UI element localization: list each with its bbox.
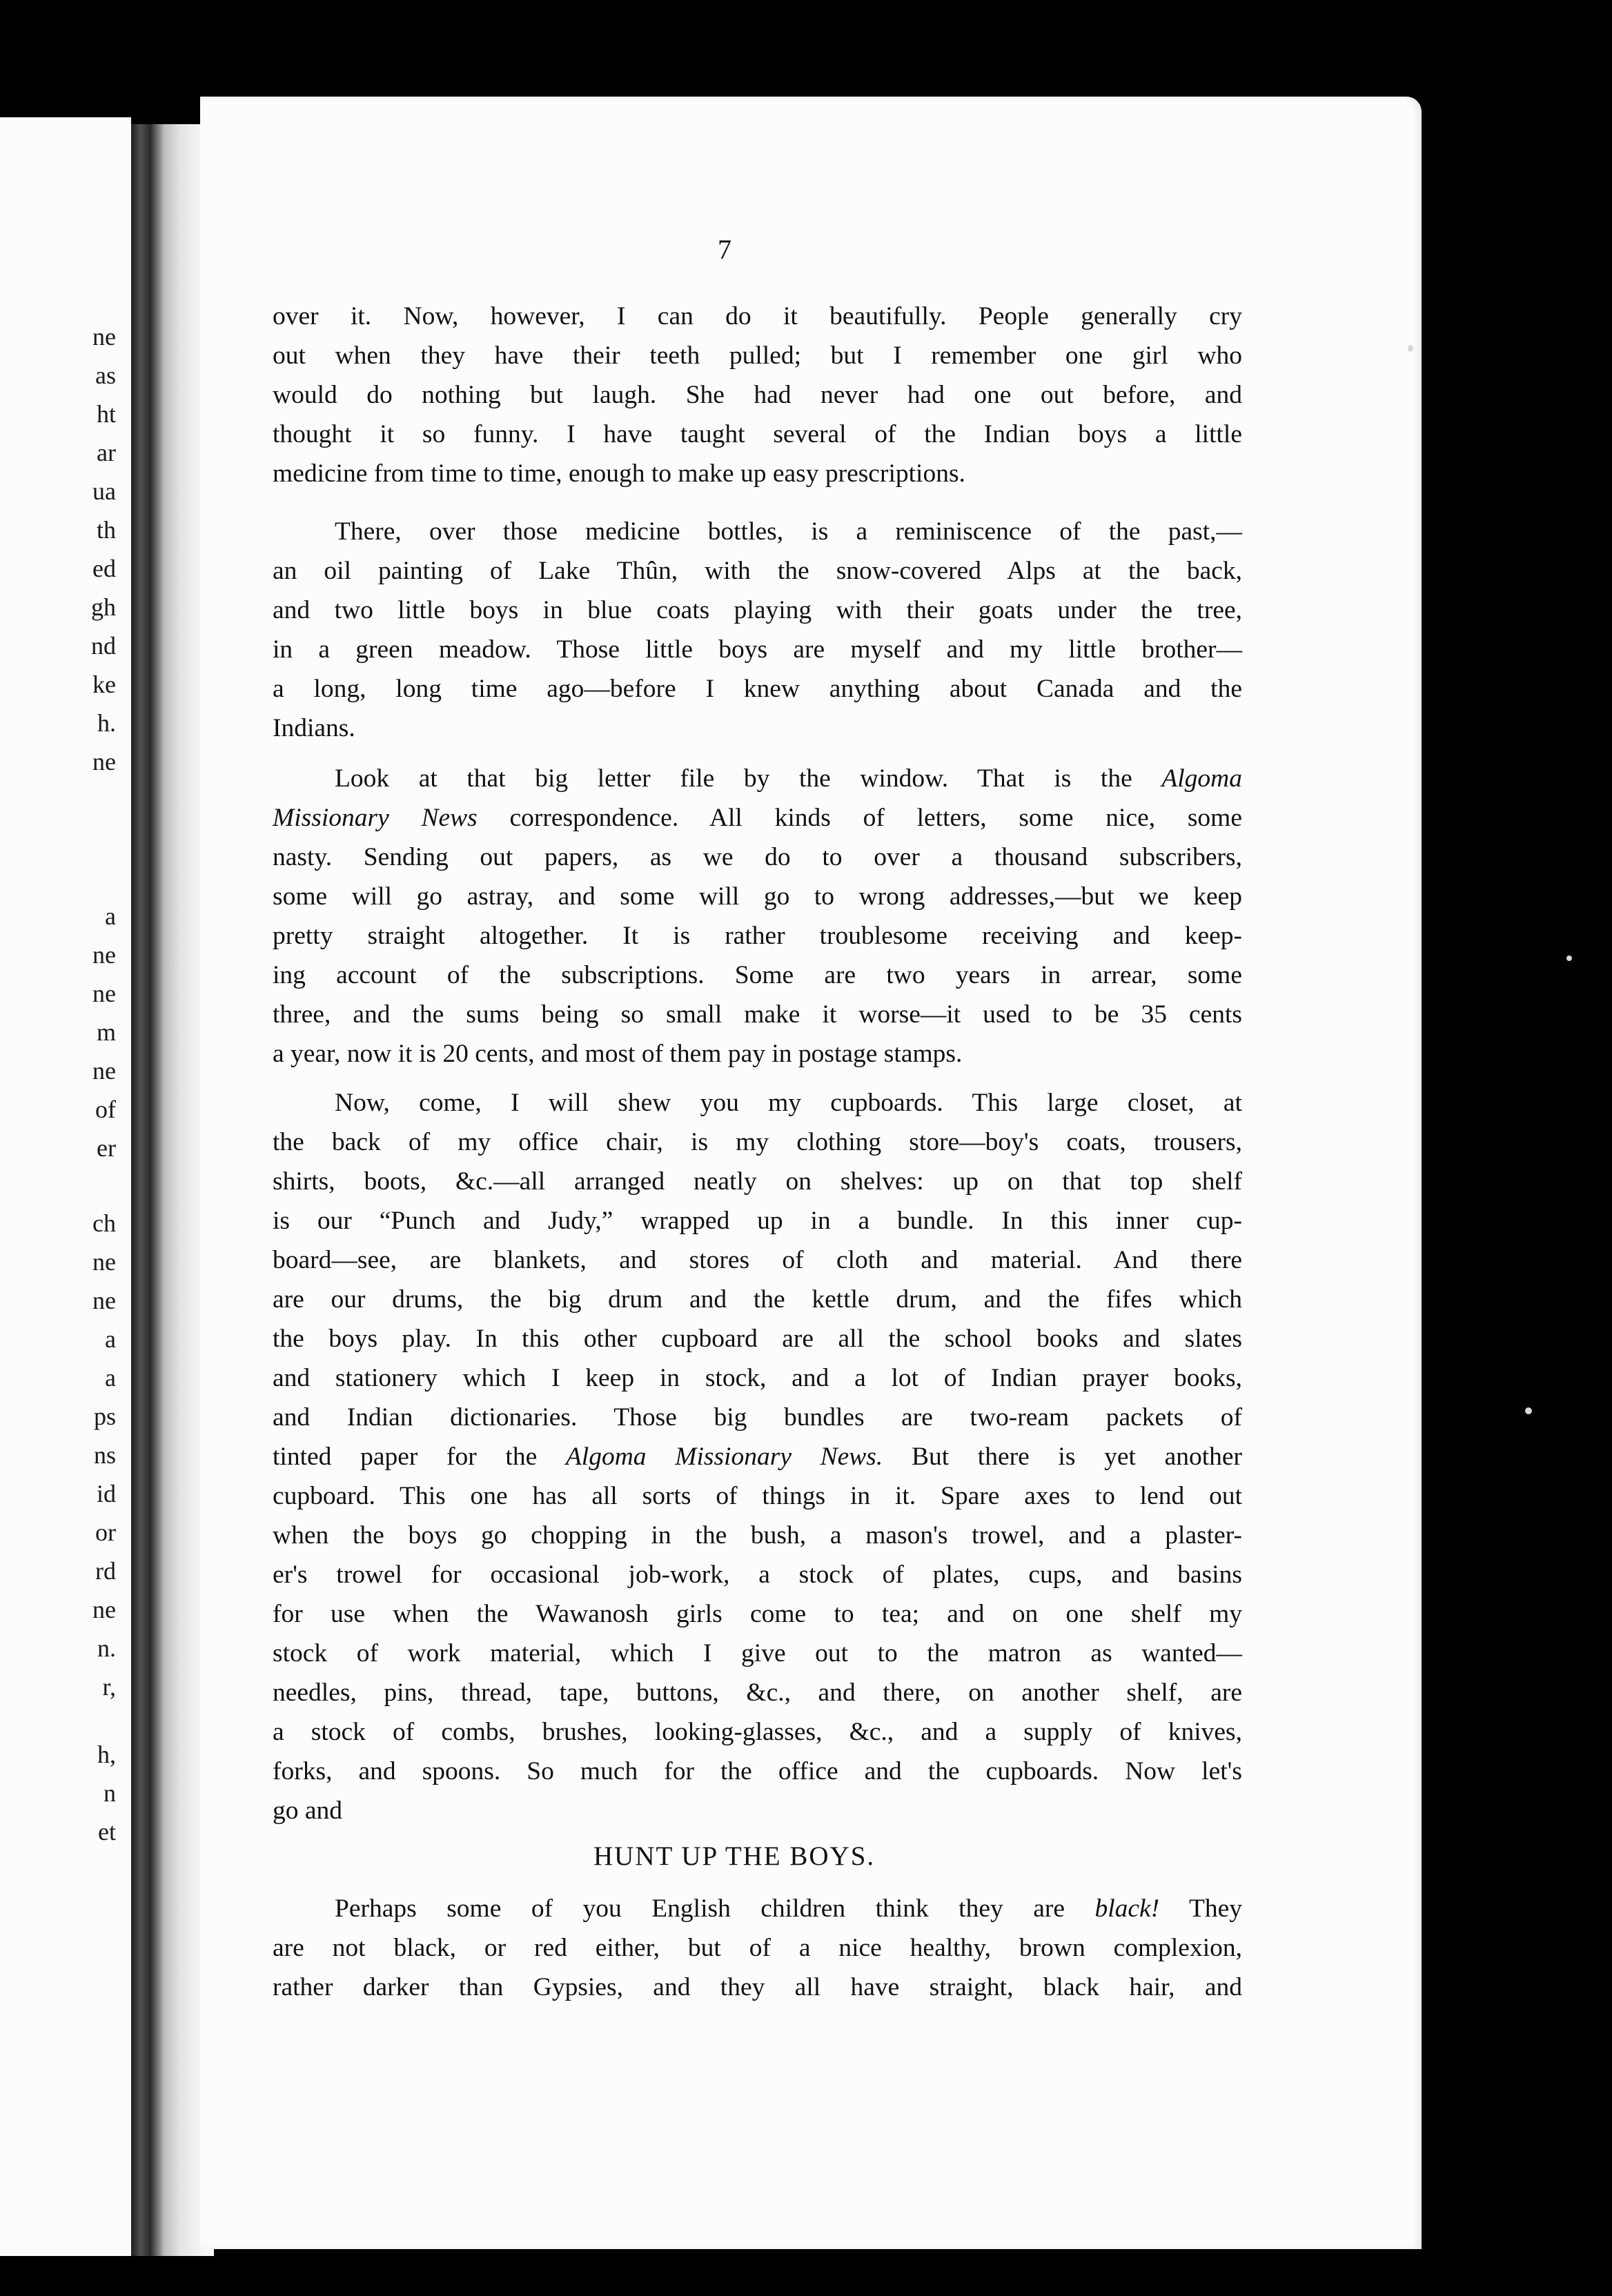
text-line [273,798,1242,838]
scan-speck [1408,345,1413,352]
section-heading: HUNT UP THE BOYS. [593,1841,876,1871]
text-line: over it. Now, however, I can do it beautifully. People generally cry [273,302,1242,330]
previous-page-line-fragment: ed [92,555,116,582]
text-run: tinted paper for the [273,1443,566,1471]
italic-title: Algoma [1161,764,1242,793]
text-line: ing account of the subscriptions. Some are two years in arrear, some [273,961,1242,989]
text-line: some will go astray, and some will go to wrong addresses,—but we keep [273,882,1242,911]
previous-page-line-fragment: a [105,902,116,930]
text-line: pretty straight altogether. It is rather troublesome receiving and keep- [273,922,1242,950]
text-run: Look at that big letter file by the window. That is the [335,764,1162,793]
previous-page-line-fragment: ht [96,400,116,428]
text-line [273,1889,1242,1928]
text-line: for use when the Wawanosh girls come to tea; and on one shelf my [273,1600,1242,1628]
text-line [273,759,1242,798]
text-line: cupboard. This one has all sorts of things in it. Spare axes to lend out [273,1482,1242,1510]
text-line: Indians. [273,714,355,742]
previous-page-line-fragment: et [98,1818,116,1845]
previous-page-line-fragment: ne [92,748,116,775]
previous-page-line-fragment: ne [92,1248,116,1276]
previous-page-line-fragment: rd [95,1557,116,1585]
previous-page-line-fragment: ne [92,1287,116,1314]
text-line: stock of work material, which I give out to the matron as wanted— [273,1639,1242,1667]
previous-page-line-fragment: n [104,1779,116,1807]
page-number: 7 [718,234,731,265]
previous-page-line-fragment: ne [92,980,116,1007]
text-line: are not black, or red either, but of a nice healthy, brown complexion, [273,1934,1242,1962]
previous-page-line-fragment: of [95,1096,116,1123]
scan-speck [1525,1407,1532,1414]
previous-page-line-fragment: gh [91,593,116,621]
previous-page-line-fragment: as [95,362,116,389]
text-line: There, over those medicine bottles, is a reminiscence of the past,— [335,517,1242,546]
previous-page-line-fragment: r, [102,1673,116,1701]
text-line: rather darker than Gypsies, and they all have straight, black hair, and [273,1973,1242,2001]
text-line: board—see, are blankets, and stores of cloth and material. And there [273,1246,1242,1274]
text-run: They [1159,1894,1242,1923]
previous-page-line-fragment: nd [91,632,116,660]
italic-word: black! [1094,1894,1160,1923]
text-line: Now, come, I will shew you my cupboards. This large closet, at [335,1089,1242,1117]
previous-page-line-fragment: h. [97,709,116,737]
text-line: a year, now it is 20 cents, and most of them pay in postage stamps. [273,1040,963,1068]
text-line: nasty. Sending out papers, as we do to over a thousand subscribers, [273,843,1242,871]
previous-page-line-fragment: ne [92,1596,116,1623]
previous-page-line-fragment: ar [97,439,116,466]
text-line: needles, pins, thread, tape, buttons, &c., and there, on another shelf, are [273,1679,1242,1707]
previous-page-line-fragment: th [96,516,116,544]
previous-page-line-fragment: m [96,1018,116,1046]
previous-page-line-fragment: ke [92,671,116,698]
text-line: a stock of combs, brushes, looking-glasses, &c., and a supply of knives, [273,1718,1242,1746]
previous-page-line-fragment: ua [92,477,116,505]
text-line [273,1437,1242,1476]
previous-page-fragment [0,117,131,2256]
text-line: in a green meadow. Those little boys are myself and my little brother— [273,635,1242,664]
paragraph-5 [273,1889,1242,2007]
previous-page-line-fragment: ne [92,323,116,350]
text-line: would do nothing but laugh. She had never had one out before, and [273,381,1242,409]
paragraph-2 [273,512,1242,748]
previous-page-line-fragment: ns [93,1441,116,1469]
text-line: when the boys go chopping in the bush, a mason's trowel, and a plaster- [273,1521,1242,1550]
text-run: Perhaps some of you English children think they are [335,1894,1095,1923]
text-line: shirts, boots, &c.—all arranged neatly on shelves: up on that top shelf [273,1167,1242,1196]
paragraph-4 [273,1083,1242,1830]
previous-page-line-fragment: h, [97,1741,116,1768]
previous-page-line-fragment: id [96,1480,116,1507]
previous-page-line-fragment: ch [92,1209,116,1237]
italic-title: Missionary News [273,804,478,832]
text-line: the boys play. In this other cupboard are all the school books and slates [273,1325,1242,1353]
previous-page-line-fragment: ne [92,941,116,969]
previous-page-line-fragment: ne [92,1057,116,1085]
text-line: medicine from time to time, enough to make up easy prescriptions. [273,459,965,488]
text-line: is our “Punch and Judy,” wrapped up in a bundle. In this inner cup- [273,1207,1242,1235]
text-line: and two little boys in blue coats playing with their goats under the tree, [273,596,1242,624]
text-line: and Indian dictionaries. Those big bundles are two-ream packets of [273,1403,1242,1432]
text-line: are our drums, the big drum and the kettle drum, and the fifes which [273,1285,1242,1314]
previous-page-line-fragment: er [97,1134,116,1162]
text-run: correspondence. All kinds of letters, some nice, some [477,804,1242,832]
text-line: and stationery which I keep in stock, and a lot of Indian prayer books, [273,1364,1242,1392]
italic-title: Algoma Missionary News. [565,1443,883,1471]
previous-page-line-fragment: n. [97,1634,116,1662]
scan-speck [1566,956,1572,961]
text-line: er's trowel for occasional job-work, a stock of plates, cups, and basins [273,1561,1242,1589]
previous-page-line-fragment: a [105,1325,116,1353]
paragraph-1 [273,297,1242,493]
text-line: out when they have their teeth pulled; but I remember one girl who [273,342,1242,370]
previous-page-line-fragment: ps [93,1403,116,1430]
text-line: go and [273,1797,343,1825]
previous-page-line-fragment: or [95,1518,116,1546]
text-line: an oil painting of Lake Thûn, with the snow-covered Alps at the back, [273,557,1242,585]
previous-page-line-fragment: a [105,1364,116,1392]
text-line: thought it so funny. I have taught several of the Indian boys a little [273,420,1242,448]
text-line: a long, long time ago—before I knew anything about Canada and the [273,675,1242,703]
text-line: three, and the sums being so small make it worse—it used to be 35 cents [273,1000,1242,1029]
text-run: But there is yet another [883,1443,1243,1471]
paragraph-3 [273,759,1242,1073]
text-line: forks, and spoons. So much for the office and the cupboards. Now let's [273,1757,1242,1785]
text-line: the back of my office chair, is my clothing store—boy's coats, trousers, [273,1128,1242,1156]
